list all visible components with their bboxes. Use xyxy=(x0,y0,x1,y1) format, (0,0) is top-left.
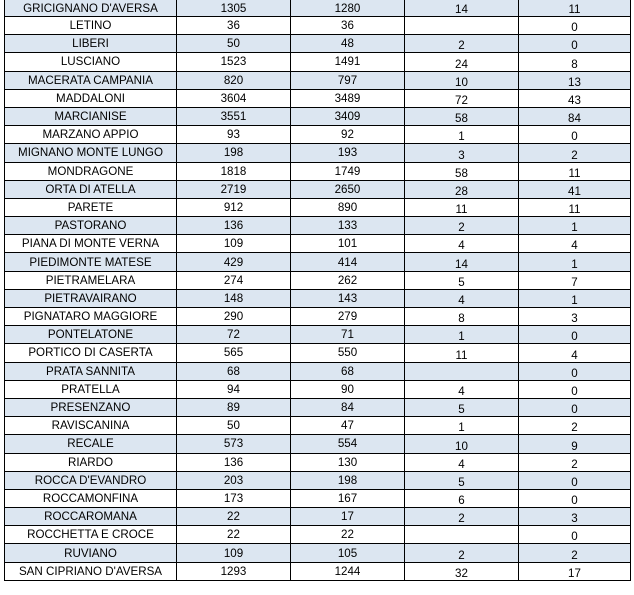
recovered-cell: 1491 xyxy=(291,53,405,71)
ordinary-cell: 14 xyxy=(405,0,519,17)
recovered-cell: 90 xyxy=(291,380,405,398)
ordinary-cell: 8 xyxy=(405,308,519,326)
recovered-cell: 1244 xyxy=(291,562,405,580)
municipality-name-cell: PIEDIMONTE MATESE xyxy=(5,253,177,271)
ordinary-cell: 5 xyxy=(405,398,519,416)
total-cases-cell: 109 xyxy=(177,235,291,253)
recovered-cell: 167 xyxy=(291,489,405,507)
ordinary-cell: 1 xyxy=(405,326,519,344)
recovered-cell: 48 xyxy=(291,35,405,53)
ordinary-cell xyxy=(405,17,519,35)
total-cases-cell: 50 xyxy=(177,417,291,435)
ordinary-cell: 10 xyxy=(405,71,519,89)
ordinary-cell: 5 xyxy=(405,471,519,489)
recovered-cell: 22 xyxy=(291,526,405,544)
total-cases-cell: 1305 xyxy=(177,0,291,17)
ordinary-cell: 28 xyxy=(405,180,519,198)
table-row xyxy=(5,0,631,17)
deaths-cell: 1 xyxy=(519,217,631,235)
deaths-cell: 0 xyxy=(519,526,631,544)
municipality-name-cell: PASTORANO xyxy=(5,217,177,235)
total-cases-cell: 72 xyxy=(177,326,291,344)
total-cases-cell: 2719 xyxy=(177,180,291,198)
deaths-cell: 2 xyxy=(519,453,631,471)
deaths-cell: 0 xyxy=(519,326,631,344)
ordinary-cell: 2 xyxy=(405,217,519,235)
total-cases-cell: 22 xyxy=(177,526,291,544)
table-row xyxy=(5,417,631,435)
deaths-cell: 9 xyxy=(519,435,631,453)
total-cases-cell: 50 xyxy=(177,35,291,53)
municipality-name-cell: MIGNANO MONTE LUNGO xyxy=(5,144,177,162)
municipality-name-cell: PONTELATONE xyxy=(5,326,177,344)
deaths-cell: 0 xyxy=(519,17,631,35)
municipality-name-cell: PIGNATARO MAGGIORE xyxy=(5,308,177,326)
ordinary-cell: 11 xyxy=(405,344,519,362)
deaths-cell: 0 xyxy=(519,380,631,398)
total-cases-cell: 89 xyxy=(177,398,291,416)
ordinary-cell: 10 xyxy=(405,435,519,453)
table-body xyxy=(5,0,631,580)
ordinary-cell: 24 xyxy=(405,53,519,71)
municipality-name-cell: RECALE xyxy=(5,435,177,453)
table-row xyxy=(5,235,631,253)
table-row xyxy=(5,253,631,271)
ordinary-cell xyxy=(405,362,519,380)
deaths-cell: 0 xyxy=(519,471,631,489)
municipality-name-cell: PIANA DI MONTE VERNA xyxy=(5,235,177,253)
ordinary-cell xyxy=(405,526,519,544)
deaths-cell: 7 xyxy=(519,271,631,289)
recovered-cell: 414 xyxy=(291,253,405,271)
table-row xyxy=(5,144,631,162)
recovered-cell: 797 xyxy=(291,71,405,89)
ordinary-cell: 1 xyxy=(405,417,519,435)
table-row xyxy=(5,453,631,471)
deaths-cell: 0 xyxy=(519,362,631,380)
deaths-cell: 0 xyxy=(519,126,631,144)
recovered-cell: 133 xyxy=(291,217,405,235)
recovered-cell: 198 xyxy=(291,471,405,489)
total-cases-cell: 565 xyxy=(177,344,291,362)
deaths-cell: 0 xyxy=(519,489,631,507)
recovered-cell: 105 xyxy=(291,544,405,562)
ordinary-cell: 4 xyxy=(405,453,519,471)
municipality-name-cell: MARCIANISE xyxy=(5,107,177,125)
deaths-cell: 4 xyxy=(519,235,631,253)
municipality-name-cell: MARZANO APPIO xyxy=(5,126,177,144)
ordinary-cell: 58 xyxy=(405,162,519,180)
total-cases-cell: 573 xyxy=(177,435,291,453)
municipality-name-cell: PRATA SANNITA xyxy=(5,362,177,380)
table-row xyxy=(5,380,631,398)
table-row xyxy=(5,89,631,107)
total-cases-cell: 290 xyxy=(177,308,291,326)
recovered-cell: 1280 xyxy=(291,0,405,17)
table-row xyxy=(5,162,631,180)
deaths-cell: 1 xyxy=(519,253,631,271)
recovered-cell: 193 xyxy=(291,144,405,162)
total-cases-cell: 173 xyxy=(177,489,291,507)
deaths-cell: 43 xyxy=(519,89,631,107)
recovered-cell: 84 xyxy=(291,398,405,416)
municipality-name-cell: PIETRAVAIRANO xyxy=(5,289,177,307)
deaths-cell: 11 xyxy=(519,0,631,17)
table-row xyxy=(5,17,631,35)
total-cases-cell: 3604 xyxy=(177,89,291,107)
deaths-cell: 2 xyxy=(519,144,631,162)
municipality-data-table-container xyxy=(4,0,630,581)
municipality-name-cell: PIETRAMELARA xyxy=(5,271,177,289)
municipality-name-cell: ROCCHETTA E CROCE xyxy=(5,526,177,544)
table-row xyxy=(5,508,631,526)
table-row xyxy=(5,126,631,144)
total-cases-cell: 429 xyxy=(177,253,291,271)
recovered-cell: 17 xyxy=(291,508,405,526)
recovered-cell: 101 xyxy=(291,235,405,253)
table-row xyxy=(5,544,631,562)
municipality-name-cell: LUSCIANO xyxy=(5,53,177,71)
table-row xyxy=(5,435,631,453)
recovered-cell: 3489 xyxy=(291,89,405,107)
recovered-cell: 262 xyxy=(291,271,405,289)
municipality-name-cell: SAN CIPRIANO D'AVERSA xyxy=(5,562,177,580)
deaths-cell: 41 xyxy=(519,180,631,198)
ordinary-cell: 4 xyxy=(405,289,519,307)
ordinary-cell: 2 xyxy=(405,508,519,526)
total-cases-cell: 3551 xyxy=(177,107,291,125)
municipality-name-cell: MACERATA CAMPANIA xyxy=(5,71,177,89)
total-cases-cell: 274 xyxy=(177,271,291,289)
table-row xyxy=(5,198,631,216)
total-cases-cell: 136 xyxy=(177,453,291,471)
municipality-name-cell: LIBERI xyxy=(5,35,177,53)
municipality-name-cell: PORTICO DI CASERTA xyxy=(5,344,177,362)
ordinary-cell: 11 xyxy=(405,198,519,216)
table-row xyxy=(5,180,631,198)
table-row xyxy=(5,289,631,307)
ordinary-cell: 4 xyxy=(405,380,519,398)
deaths-cell: 1 xyxy=(519,289,631,307)
deaths-cell: 11 xyxy=(519,162,631,180)
municipality-data-table xyxy=(4,0,631,581)
municipality-name-cell: RIARDO xyxy=(5,453,177,471)
municipality-name-cell: ROCCAMONFINA xyxy=(5,489,177,507)
table-row xyxy=(5,471,631,489)
municipality-name-cell: ORTA DI ATELLA xyxy=(5,180,177,198)
municipality-name-cell: ROCCA D'EVANDRO xyxy=(5,471,177,489)
municipality-name-cell: PRATELLA xyxy=(5,380,177,398)
total-cases-cell: 94 xyxy=(177,380,291,398)
recovered-cell: 92 xyxy=(291,126,405,144)
ordinary-cell: 14 xyxy=(405,253,519,271)
recovered-cell: 2650 xyxy=(291,180,405,198)
total-cases-cell: 912 xyxy=(177,198,291,216)
recovered-cell: 554 xyxy=(291,435,405,453)
table-row xyxy=(5,398,631,416)
recovered-cell: 36 xyxy=(291,17,405,35)
total-cases-cell: 136 xyxy=(177,217,291,235)
municipality-name-cell: MADDALONI xyxy=(5,89,177,107)
municipality-name-cell: MONDRAGONE xyxy=(5,162,177,180)
municipality-name-cell: ROCCAROMANA xyxy=(5,508,177,526)
table-row xyxy=(5,71,631,89)
total-cases-cell: 203 xyxy=(177,471,291,489)
ordinary-cell: 2 xyxy=(405,35,519,53)
deaths-cell: 3 xyxy=(519,508,631,526)
table-row xyxy=(5,326,631,344)
table-row xyxy=(5,271,631,289)
ordinary-cell: 1 xyxy=(405,126,519,144)
total-cases-cell: 820 xyxy=(177,71,291,89)
recovered-cell: 47 xyxy=(291,417,405,435)
total-cases-cell: 1818 xyxy=(177,162,291,180)
table-row xyxy=(5,526,631,544)
ordinary-cell: 3 xyxy=(405,144,519,162)
total-cases-cell: 1523 xyxy=(177,53,291,71)
deaths-cell: 0 xyxy=(519,35,631,53)
table-row xyxy=(5,562,631,580)
ordinary-cell: 72 xyxy=(405,89,519,107)
recovered-cell: 130 xyxy=(291,453,405,471)
municipality-name-cell: RAVISCANINA xyxy=(5,417,177,435)
table-row xyxy=(5,308,631,326)
municipality-name-cell: LETINO xyxy=(5,17,177,35)
deaths-cell: 2 xyxy=(519,544,631,562)
deaths-cell: 2 xyxy=(519,417,631,435)
total-cases-cell: 1293 xyxy=(177,562,291,580)
municipality-name-cell: PRESENZANO xyxy=(5,398,177,416)
total-cases-cell: 93 xyxy=(177,126,291,144)
table-row xyxy=(5,35,631,53)
table-row xyxy=(5,362,631,380)
total-cases-cell: 148 xyxy=(177,289,291,307)
ordinary-cell: 2 xyxy=(405,544,519,562)
deaths-cell: 11 xyxy=(519,198,631,216)
total-cases-cell: 109 xyxy=(177,544,291,562)
deaths-cell: 4 xyxy=(519,344,631,362)
deaths-cell: 3 xyxy=(519,308,631,326)
deaths-cell: 84 xyxy=(519,107,631,125)
table-row xyxy=(5,344,631,362)
recovered-cell: 279 xyxy=(291,308,405,326)
municipality-name-cell: RUVIANO xyxy=(5,544,177,562)
recovered-cell: 550 xyxy=(291,344,405,362)
ordinary-cell: 58 xyxy=(405,107,519,125)
table-row xyxy=(5,217,631,235)
deaths-cell: 0 xyxy=(519,398,631,416)
table-row xyxy=(5,107,631,125)
total-cases-cell: 68 xyxy=(177,362,291,380)
total-cases-cell: 22 xyxy=(177,508,291,526)
municipality-name-cell: GRICIGNANO D'AVERSA xyxy=(5,0,177,17)
municipality-name-cell: PARETE xyxy=(5,198,177,216)
recovered-cell: 143 xyxy=(291,289,405,307)
deaths-cell: 17 xyxy=(519,562,631,580)
ordinary-cell: 5 xyxy=(405,271,519,289)
ordinary-cell: 32 xyxy=(405,562,519,580)
recovered-cell: 1749 xyxy=(291,162,405,180)
recovered-cell: 68 xyxy=(291,362,405,380)
recovered-cell: 890 xyxy=(291,198,405,216)
recovered-cell: 3409 xyxy=(291,107,405,125)
total-cases-cell: 36 xyxy=(177,17,291,35)
recovered-cell: 71 xyxy=(291,326,405,344)
total-cases-cell: 198 xyxy=(177,144,291,162)
table-row xyxy=(5,489,631,507)
ordinary-cell: 6 xyxy=(405,489,519,507)
ordinary-cell: 4 xyxy=(405,235,519,253)
deaths-cell: 8 xyxy=(519,53,631,71)
table-row xyxy=(5,53,631,71)
deaths-cell: 13 xyxy=(519,71,631,89)
